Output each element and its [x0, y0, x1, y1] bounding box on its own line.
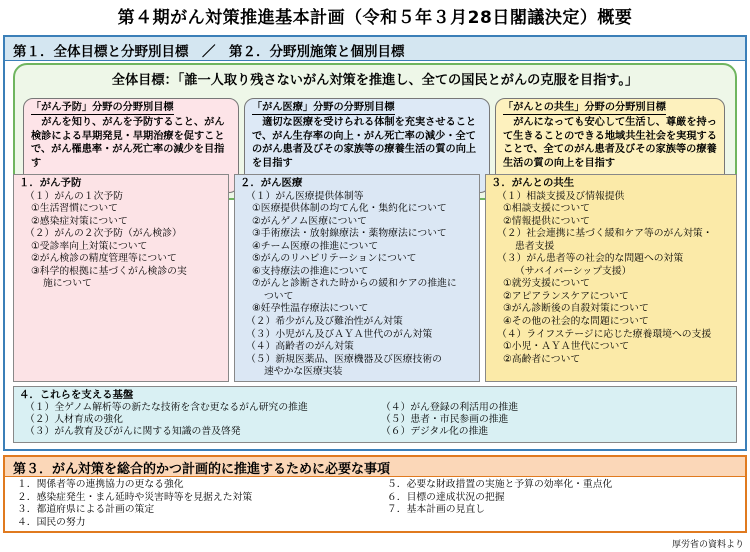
- list-item: （３）小児がん及びＡＹＡ世代のがん対策: [246, 328, 433, 340]
- required-matters-left: [17, 479, 252, 529]
- overall-goal: 全体目標：「誰一人取り残さないがん対策を推進し、全ての国民とがんの克服を目指す。」: [111, 73, 639, 88]
- supporting-foundation-panel: [13, 386, 737, 443]
- foundation-items-right: [381, 402, 518, 439]
- column-items-prevention: [19, 191, 228, 291]
- list-item: ②アピアランスケアについて: [503, 290, 629, 302]
- list-item: （４）がん登録の利活用の推進: [381, 402, 519, 413]
- list-item: ６．目標の達成状況の把握: [387, 491, 505, 503]
- list-item: （２）社会連携に基づく緩和ケア等のがん対策・: [497, 228, 713, 240]
- column-title-coexistence: ３．がんとの共生: [491, 177, 575, 189]
- list-item: 患者支援: [515, 240, 555, 252]
- list-item: ５．必要な財政措置の実施と予算の効率化・重点化: [387, 479, 613, 490]
- list-item: 速やかな医療実装: [264, 366, 343, 378]
- foundation-title: ４．これらを支える基盤: [19, 389, 134, 401]
- list-item: （１）がんの１次予防: [25, 190, 123, 202]
- source-note: 厚労省の資料より: [671, 540, 744, 550]
- list-item: （２）がんの２次予防（がん検診）: [25, 228, 182, 240]
- list-item: ②がん検診の精度管理等について: [31, 253, 177, 265]
- list-item: ④チーム医療の推進について: [252, 240, 379, 252]
- list-item: ⑦がんと診断された時からの緩和ケアの推進に: [252, 278, 457, 290]
- list-item: ７．基本計画の見直し: [387, 504, 485, 516]
- section-required-matters: [3, 455, 747, 533]
- list-item: 施について: [43, 278, 92, 290]
- column-title-medical: ２．がん医療: [240, 177, 303, 189]
- list-item: ①受診率向上対策について: [31, 240, 148, 252]
- list-item: （５）患者・市民参画の推進: [381, 414, 509, 426]
- list-item: ②情報提供について: [503, 215, 590, 227]
- measures-column-coexistence: [485, 174, 737, 382]
- goal-title-coexistence: 「がんとの共生」分野の分野別目標: [503, 102, 666, 113]
- list-item: （３）がん患者等の社会的な問題への対策: [497, 253, 684, 265]
- list-item: （６）デジタル化の推進: [381, 426, 489, 438]
- list-item: ③手術療法・放射線療法・薬物療法について: [252, 228, 447, 240]
- list-item: ２．感染症発生・まん延時や災害時等を見据えた対策: [17, 491, 253, 503]
- foundation-items-left: [25, 402, 308, 439]
- goal-text-medical: 適切な医療を受けられる体制を充実させることで、がん生存率の向上・がん死亡率の減少・全てのがん患者及びその家族等の療養生活の質の向上を目指す: [252, 117, 477, 169]
- list-item: （４）高齢者のがん対策: [246, 341, 354, 353]
- section3-heading: 第３．がん対策を総合的かつ計画的に推進するために必要な事項: [5, 457, 745, 477]
- goal-title-medical: 「がん医療」分野の分野別目標: [252, 102, 395, 113]
- list-item: ４．国民の努力: [17, 516, 86, 528]
- section-goals-and-measures: [3, 35, 747, 451]
- list-item: ３．都道府県による計画の策定: [17, 504, 155, 516]
- list-item: （１）相談支援及び情報提供: [497, 190, 625, 202]
- list-item: ①就労支援について: [503, 278, 590, 290]
- list-item: ①小児・ＡＹＡ世代について: [503, 341, 630, 353]
- section1-heading: 第１．全体目標と分野別目標 ／ 第２．分野別施策と個別目標: [5, 37, 745, 61]
- list-item: ①生活習慣について: [31, 203, 118, 215]
- list-item: （２）人材育成の強化: [25, 414, 123, 426]
- list-item: ⑤がんのリハビリテーションについて: [252, 253, 417, 265]
- goal-text-prevention: がんを知り、がんを予防すること、がん検診による早期発見・早期治療を促すことで、がん罹患率・がん死亡率の減少を目指す: [31, 117, 225, 169]
- list-item: ②高齢者について: [503, 353, 581, 365]
- list-item: ③科学的根拠に基づくがん検診の実: [31, 265, 187, 277]
- list-item: ⑥支持療法の推進について: [252, 265, 369, 277]
- list-item: ①相談支援について: [503, 203, 590, 215]
- measures-column-medical: [234, 174, 480, 382]
- measures-column-prevention: [13, 174, 229, 382]
- list-item: ⑧妊孕性温存療法について: [252, 303, 369, 315]
- goal-text-coexistence: がんになっても安心して生活し、尊厳を持って生きることのできる地域共生社会を実現することで、全てのがん患者及びその家族等の療養生活の質の向上を目指す: [503, 117, 717, 169]
- list-item: ②がんゲノム医療について: [252, 215, 367, 227]
- list-item: （１）がん医療提供体制等: [246, 190, 364, 202]
- list-item: （５）新規医薬品、医療機器及び医療技術の: [246, 353, 442, 365]
- list-item: （２）希少がん及び難治性がん対策: [246, 316, 403, 328]
- list-item: （サバイバーシップ支援）: [515, 265, 632, 277]
- list-item: ④その他の社会的な問題について: [503, 316, 649, 328]
- list-item: １．関係者等の連携協力の更なる強化: [17, 479, 184, 490]
- list-item: （１）全ゲノム解析等の新たな技術を含む更なるがん研究の推進: [25, 402, 308, 413]
- column-items-coexistence: [491, 191, 736, 367]
- list-item: （３）がん教育及びがんに関する知識の普及啓発: [25, 426, 241, 438]
- list-item: ②感染症対策について: [31, 215, 128, 227]
- list-item: ③がん診断後の自殺対策について: [503, 303, 649, 315]
- column-title-prevention: １．がん予防: [19, 177, 82, 189]
- list-item: ついて: [264, 290, 294, 302]
- required-matters-right: [387, 479, 612, 517]
- column-items-medical: [240, 191, 479, 379]
- list-item: ①医療提供体制の均てん化・集約化について: [252, 203, 447, 215]
- page-title: 第４期がん対策推進基本計画（令和５年３月28日閣議決定）概要: [117, 8, 633, 28]
- list-item: （４）ライフステージに応じた療養環境への支援: [497, 328, 712, 340]
- goal-title-prevention: 「がん予防」分野の分野別目標: [31, 102, 174, 113]
